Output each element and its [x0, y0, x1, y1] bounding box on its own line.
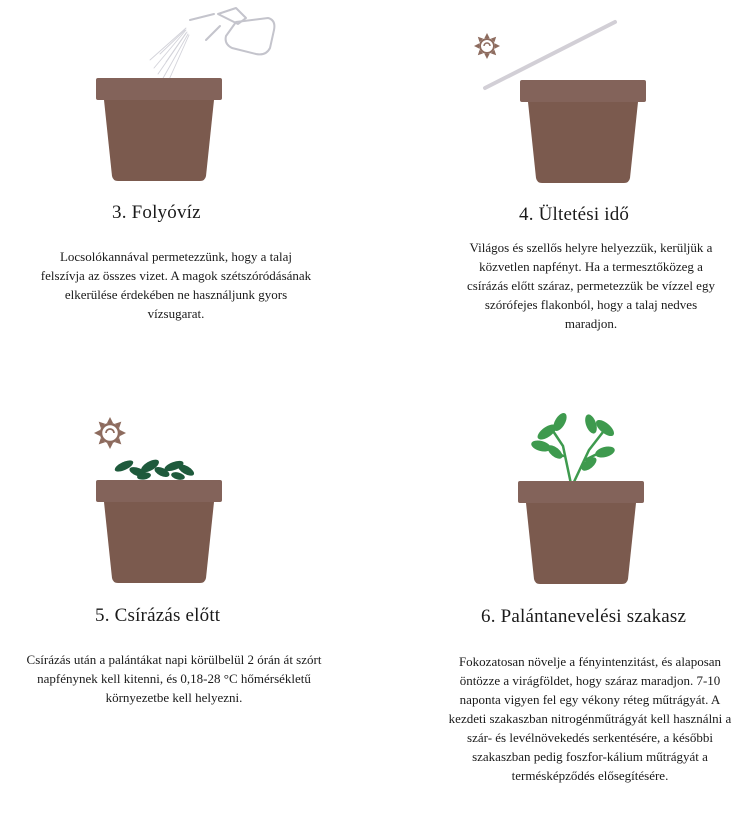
flower-pot — [518, 481, 644, 584]
step-title: 3. Folyóvíz — [112, 202, 201, 223]
sprout-leaves — [113, 457, 196, 481]
step-description: Világos és szellős helyre helyezzük, kerüljük a közvetlen napfényt. Ha a termesztőközeg a csírázás előtt száraz, permetezzük be vízzel egy szórófejes flakonból, hogy a talaj nedves maradjon. — [467, 240, 715, 331]
flower-pot — [96, 78, 222, 181]
step-title: 5. Csírázás előtt — [95, 605, 221, 626]
step-description: Locsolókannával permetezzünk, hogy a talaj felszívja az összes vizet. A magok szétszóródásának elkerülése érdekében ne használjunk gyors vízsugarat. — [40, 249, 312, 321]
seedling-plant — [530, 411, 617, 484]
sun-stick-illustration — [375, 0, 750, 200]
flower-pot — [96, 480, 222, 583]
step-title: 6. Palántanevelési szakasz — [481, 606, 687, 627]
step-3-panel — [0, 0, 375, 400]
step-title: 4. Ültetési idő — [519, 204, 630, 225]
sun-icon — [474, 33, 500, 59]
support-stick — [485, 22, 615, 88]
spray-bottle-illustration — [0, 0, 375, 200]
step-5-panel — [0, 400, 375, 839]
step-4-panel — [375, 0, 750, 400]
sun-sprout-illustration — [0, 400, 375, 600]
seedling-illustration — [375, 400, 750, 600]
step-6-panel — [375, 400, 750, 839]
sun-icon — [94, 417, 126, 449]
flower-pot — [520, 80, 646, 183]
water-mist — [150, 28, 189, 82]
step-description: Fokozatosan növelje a fényintenzitást, és alaposan öntözze a virágföldet, hogy száraz maradjon. 7-10 naponta vigyen fel egy vékony réteg műtrágyát. A kezdeti szakaszban nitrogénműtrágyát kell használni a szár- és levélnövekedés serkentésére, a későbbi szakaszban pedig foszfor-kálium műtrágyát a termésképződés elősegítésére. — [448, 654, 732, 783]
spray-bottle-icon — [190, 8, 274, 54]
step-description: Csírázás után a palántákat napi körülbelül 2 órán át szórt napfénynek kell kitenni, és 0,18-28 °C hőmérsékletű környezetbe kell helyezni. — [26, 652, 322, 705]
